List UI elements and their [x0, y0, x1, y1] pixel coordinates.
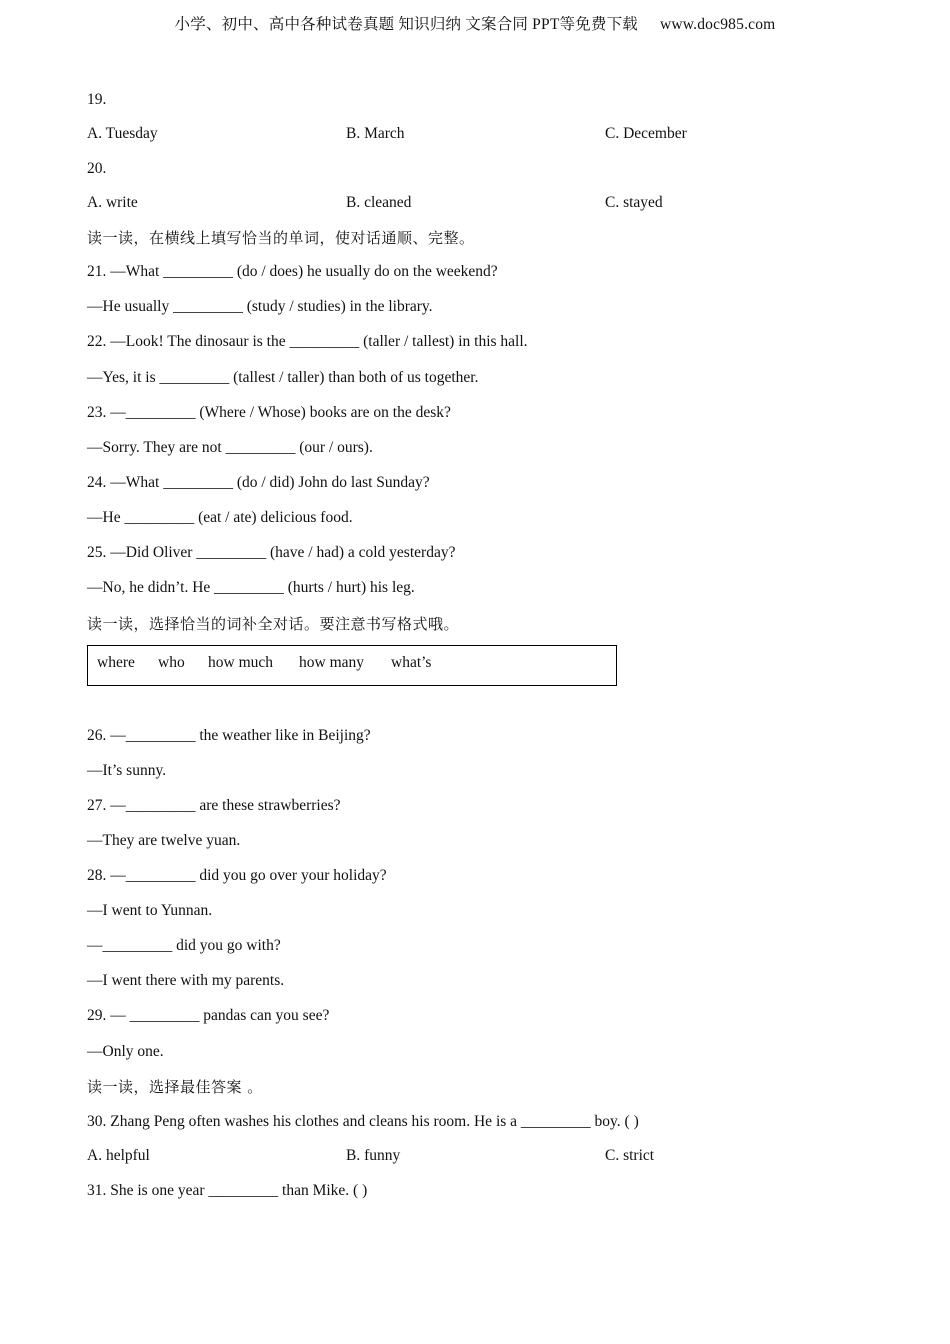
q19-option-c: C. December [605, 125, 687, 142]
q24-line-2: —He _________ (eat / ate) delicious food. [87, 509, 353, 526]
q21-line-1: 21. —What _________ (do / does) he usually do on the weekend? [87, 263, 498, 280]
q20-option-c: C. stayed [605, 194, 663, 211]
word-bank-item: how many [299, 654, 365, 671]
q30-option-b: B. funny [346, 1147, 401, 1164]
q22-line-1: 22. —Look! The dinosaur is the _________ (taller / tallest) in this hall. [87, 333, 528, 350]
q22-line-2: —Yes, it is _________ (tallest / taller) than both of us together. [87, 369, 479, 386]
q24-line-1: 24. —What _________ (do / did) John do last Sunday? [87, 474, 430, 491]
q20-option-a: A. write [87, 194, 138, 211]
q30-option-a: A. helpful [87, 1147, 150, 1164]
q19-option-b: B. March [346, 125, 405, 142]
word-bank-item: how much [208, 654, 274, 671]
header-title: 小学、初中、高中各种试卷真题 知识归纳 文案合同 PPT等免费下载 [174, 16, 638, 33]
q21-line-2: —He usually _________ (study / studies) in the library. [87, 298, 433, 315]
section-4-instruction: 读一读，选择最佳答案 。 [87, 1078, 263, 1096]
q20-option-b: B. cleaned [346, 194, 412, 211]
q31-line-1: 31. She is one year _________ than Mike. ( ) [87, 1182, 368, 1199]
question-20-number: 20. [87, 160, 107, 177]
q28-line-4: —I went there with my parents. [87, 972, 285, 989]
q28-line-2: —I went to Yunnan. [87, 902, 213, 919]
question-19-number: 19. [87, 91, 107, 108]
page-header [0, 12, 950, 34]
word-bank-item: where [97, 654, 135, 671]
q23-line-2: —Sorry. They are not _________ (our / ours). [87, 439, 373, 456]
q23-line-1: 23. —_________ (Where / Whose) books are on the desk? [87, 404, 451, 421]
word-bank-box [87, 645, 617, 686]
q30-line-1: 30. Zhang Peng often washes his clothes and cleans his room. He is a _________ boy. ( ) [87, 1113, 639, 1130]
section-2-instruction: 读一读，在横线上填写恰当的单词，使对话通顺、完整。 [87, 229, 475, 247]
word-bank-item: what’s [391, 654, 432, 671]
q30-option-c: C. strict [605, 1147, 655, 1164]
q28-line-1: 28. —_________ did you go over your holiday? [87, 867, 387, 884]
q28-line-3: —_________ did you go with? [87, 937, 281, 954]
q26-line-1: 26. —_________ the weather like in Beijing? [87, 727, 371, 744]
section-3-instruction: 读一读，选择恰当的词补全对话。要注意书写格式哦。 [87, 615, 460, 633]
q26-line-2: —It’s sunny. [87, 762, 167, 779]
q25-line-2: —No, he didn’t. He _________ (hurts / hurt) his leg. [87, 579, 415, 596]
q27-line-1: 27. —_________ are these strawberries? [87, 797, 341, 814]
q29-line-1: 29. — _________ pandas can you see? [87, 1007, 330, 1024]
word-bank-item: who [158, 654, 185, 671]
q19-option-a: A. Tuesday [87, 125, 158, 142]
q29-line-2: —Only one. [87, 1043, 164, 1060]
q27-line-2: —They are twelve yuan. [87, 832, 241, 849]
q25-line-1: 25. —Did Oliver _________ (have / had) a cold yesterday? [87, 544, 456, 561]
header-url[interactable]: www.doc985.com [659, 16, 776, 33]
